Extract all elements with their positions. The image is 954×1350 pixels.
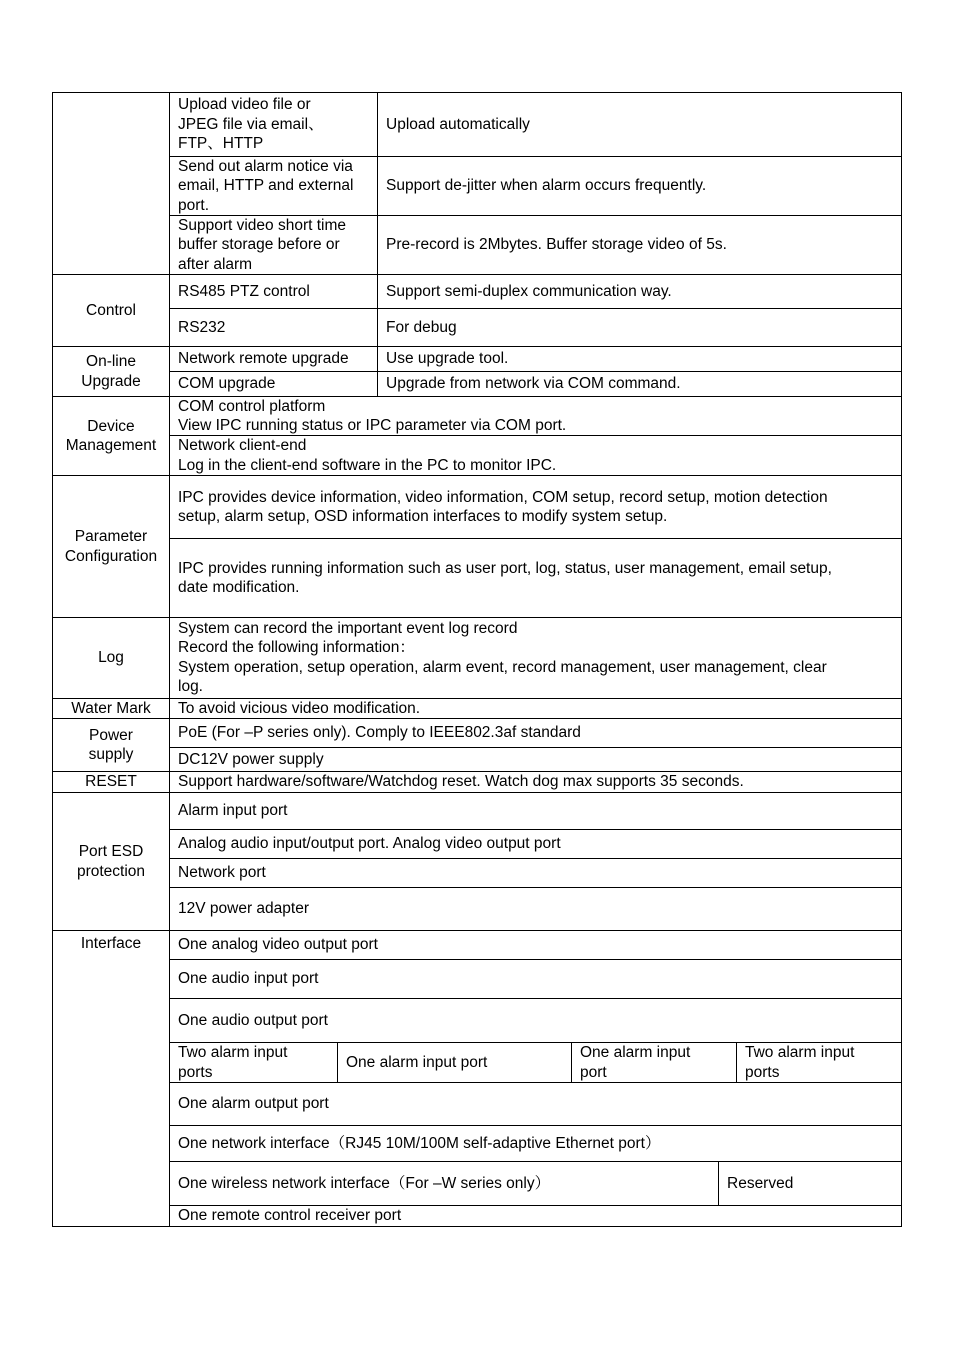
rs232-label: RS232 (178, 318, 226, 336)
category-water-mark: Water Mark (71, 699, 151, 717)
alarm-input-cell: Two alarm input ports (178, 1044, 288, 1081)
upload-value: Upload automatically (386, 115, 530, 133)
interface-alarm-out: One alarm output port (178, 1095, 329, 1113)
category-log: Log (98, 649, 124, 667)
dc-power-text: DC12V power supply (178, 750, 324, 768)
com-control-platform: COM control platform View IPC running status or IPC parameter via COM port. (178, 397, 567, 434)
alarm-notice-value: Support de-jitter when alarm occurs frequently. (386, 177, 707, 195)
esd-item: Analog audio input/output port. Analog video output port (178, 835, 561, 853)
water-mark-text: To avoid vicious video modification. (178, 699, 421, 717)
rs232-value: For debug (386, 318, 457, 336)
esd-item: Alarm input port (178, 802, 288, 820)
esd-item: Network port (178, 864, 266, 882)
category-interface: Interface (80, 935, 142, 953)
poe-text: PoE (For –P series only). Comply to IEEE802.3af standard (178, 724, 581, 742)
parameter-text-2: IPC provides running information such as user port, log, status, user management, email setup, date modification. (178, 559, 832, 596)
category-reset: RESET (85, 773, 137, 791)
alarm-input-cell: Two alarm input ports (745, 1044, 855, 1081)
interface-network: One network interface（RJ45 10M/100M self-adaptive Ethernet port） (178, 1134, 661, 1152)
upload-label: Upload video file or JPEG file via email、 FTP、HTTP (178, 96, 324, 153)
category-device-management: Device Management (65, 417, 157, 454)
interface-wireless: One wireless network interface（For –W series only） (178, 1174, 551, 1192)
interface-video-out: One analog video output port (178, 936, 378, 954)
buffer-label: Support video short time buffer storage before or after alarm (178, 216, 347, 273)
alarm-input-cell: One alarm input port (580, 1044, 691, 1081)
interface-wireless-reserved: Reserved (727, 1174, 794, 1192)
network-upgrade-value: Use upgrade tool. (386, 350, 509, 368)
log-text: System can record the important event log record Record the following information： System operation, setup operation, alarm event, record management, user management, clear log. (178, 619, 827, 695)
category-parameter-configuration: Parameter Configuration (64, 528, 158, 565)
interface-audio-out: One audio output port (178, 1011, 328, 1029)
alarm-input-cell: One alarm input port (346, 1053, 488, 1071)
network-upgrade-label: Network remote upgrade (178, 350, 349, 368)
esd-item: 12V power adapter (178, 900, 309, 918)
table-border-right (901, 92, 902, 1226)
category-control: Control (86, 301, 136, 319)
com-upgrade-label: COM upgrade (178, 375, 276, 393)
table-border-bottom (52, 1226, 902, 1227)
category-power-supply: Power supply (88, 726, 134, 763)
interface-remote: One remote control receiver port (178, 1207, 402, 1225)
interface-audio-in: One audio input port (178, 970, 319, 988)
reset-text: Support hardware/software/Watchdog reset. Watch dog max supports 35 seconds. (178, 773, 744, 791)
category-port-esd: Port ESD protection (76, 843, 146, 880)
buffer-value: Pre-record is 2Mbytes. Buffer storage video of 5s. (386, 236, 727, 254)
rs485-value: Support semi-duplex communication way. (386, 282, 672, 300)
network-client-end: Network client-end Log in the client-end software in the PC to monitor IPC. (178, 437, 557, 474)
parameter-text-1: IPC provides device information, video information, COM setup, record setup, motion detection setup, alarm setup, OSD information interfaces to modify system setup. (178, 488, 828, 525)
alarm-notice-label: Send out alarm notice via email, HTTP and external port. (178, 157, 354, 214)
com-upgrade-value: Upgrade from network via COM command. (386, 375, 681, 393)
category-upgrade: On-line Upgrade (81, 353, 141, 390)
rs485-label: RS485 PTZ control (178, 282, 310, 300)
